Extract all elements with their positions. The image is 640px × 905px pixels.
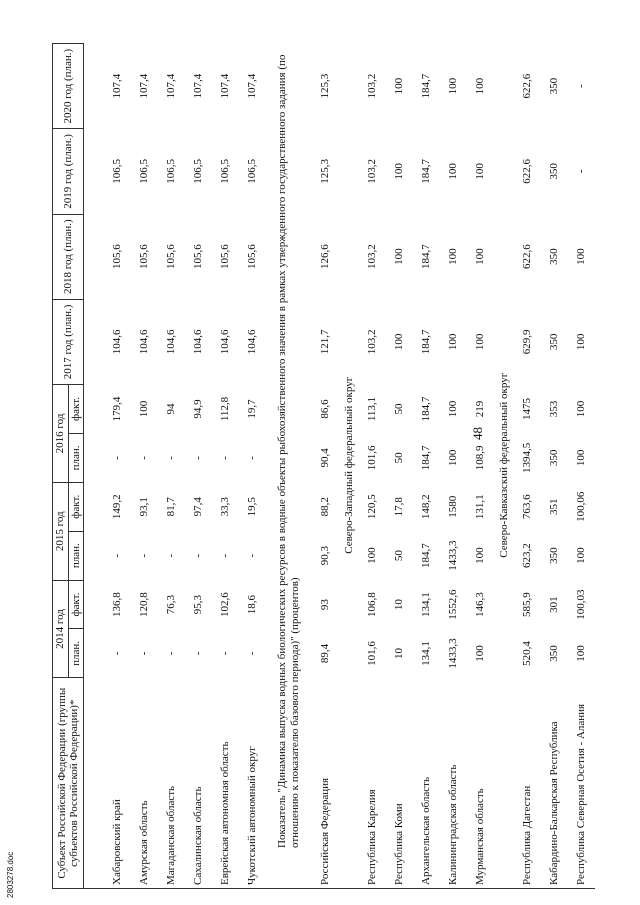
row-value-cell: 50	[393, 403, 406, 415]
table-row	[212, 44, 239, 889]
header-fact: факт.	[68, 580, 84, 629]
row-value-cell: 100	[474, 248, 487, 265]
row-value-cell: 184,7	[420, 159, 433, 184]
row-value-cell: 88,2	[319, 497, 332, 517]
row-value-cell: 90,3	[319, 546, 332, 566]
row-value-cell: 301	[548, 596, 561, 613]
row-value-cell: 350	[548, 248, 561, 265]
row-value-cell: 100,06	[575, 491, 588, 522]
row-value-cell: 350	[548, 645, 561, 662]
row-value-cell: 81,7	[165, 497, 178, 517]
section-north-caucasus-text: Северо-Кавказский федеральный округ	[497, 372, 510, 558]
row-value-cell: 107,4	[138, 73, 151, 99]
row-value-cell: 100	[474, 77, 487, 95]
row-value-cell: 100	[474, 333, 487, 351]
row-value-cell: 623,2	[521, 543, 534, 569]
row-value-cell: -	[138, 553, 151, 558]
row-value-cell: 104,6	[138, 329, 151, 355]
row-value-cell: 350	[548, 333, 561, 351]
row-value-cell: 104,6	[111, 329, 124, 355]
header-2015: 2015 год	[53, 482, 69, 580]
row-value-cell: -	[111, 553, 124, 558]
row-value-cell: 76,3	[165, 594, 178, 615]
row-value-cell: -	[192, 456, 205, 460]
row-value-cell: 95,3	[192, 594, 205, 615]
row-value-cell: 100	[393, 163, 406, 180]
header-fact: факт.	[68, 482, 84, 531]
row-value-cell: 97,4	[192, 497, 205, 517]
row-value-cell: 50	[393, 550, 406, 562]
row-value-cell: 104,6	[246, 329, 259, 355]
header-2020: 2020 год (план.)	[53, 44, 84, 129]
row-value-cell: 107,4	[219, 73, 232, 99]
row-value-cell: 94	[165, 403, 178, 415]
row-value-cell: 100	[138, 400, 151, 418]
row-value-cell: 105,6	[219, 244, 232, 270]
row-value-cell: 1580	[447, 495, 460, 518]
spacer-row	[84, 44, 105, 889]
row-value-cell: 105,6	[111, 244, 124, 270]
row-value-cell: 350	[548, 77, 561, 95]
row-subject-name: Калининградская область	[447, 764, 460, 885]
row-value-cell: 100	[575, 449, 588, 467]
table-row	[386, 44, 413, 889]
row-value-cell: 105,6	[192, 244, 205, 270]
row-value-cell: 184,7	[420, 396, 433, 422]
row-value-cell: 90,4	[319, 448, 332, 468]
row-value-cell: 10	[393, 599, 406, 611]
row-subject-name: Кабардино-Балкарская Республика	[548, 721, 561, 885]
row-value-cell: -	[246, 553, 259, 558]
document-footer-code: 2803278.doc	[6, 851, 15, 898]
row-value-cell: 184,7	[420, 73, 433, 99]
indicator-table	[52, 43, 595, 889]
row-value-cell: 100	[474, 163, 487, 180]
row-value-cell: 106,5	[111, 159, 124, 184]
row-value-cell: 100	[575, 248, 588, 265]
row-value-cell: 1394,5	[521, 442, 534, 474]
row-value-cell: 219	[474, 400, 487, 418]
row-subject-name: Мурманская область	[474, 788, 487, 885]
row-value-cell: 622,6	[521, 244, 534, 270]
row-value-cell: 100	[447, 163, 460, 180]
row-value-cell: 100	[447, 400, 460, 418]
header-plan: план.	[68, 629, 84, 678]
row-value-cell: 100	[393, 333, 406, 351]
row-value-cell: 104,6	[165, 329, 178, 355]
row-value-cell: 146,3	[474, 592, 487, 617]
row-value-cell: 149,2	[111, 494, 124, 520]
row-subject-name: Хабаровский край	[111, 799, 124, 885]
row-value-cell: 93	[319, 599, 332, 611]
row-value-cell: 103,2	[366, 329, 379, 355]
row-value-cell: 106,5	[165, 159, 178, 184]
row-value-cell: 105,6	[138, 244, 151, 270]
row-value-cell: 136,8	[111, 592, 124, 617]
row-value-cell: 120,8	[138, 592, 151, 617]
row-value-cell: 50	[393, 452, 406, 464]
row-value-cell: 103,2	[366, 244, 379, 270]
table-row	[359, 44, 386, 889]
row-value-cell: 350	[548, 449, 561, 467]
row-value-cell: 10	[393, 647, 406, 659]
row-value-cell: 108,9	[474, 445, 487, 471]
row-value-cell: 100	[447, 248, 460, 265]
row-value-cell: 622,6	[521, 159, 534, 184]
section-northwest-text: Северо-Западный федеральный округ	[342, 376, 355, 554]
row-value-cell: 113,1	[366, 396, 379, 422]
row-value-cell: -	[138, 651, 151, 656]
row-value-cell: -	[192, 651, 205, 656]
table-body	[84, 44, 596, 889]
row-value-cell: -	[246, 651, 259, 656]
row-value-cell: 1475	[521, 398, 534, 420]
table-row	[312, 44, 339, 889]
row-value-cell: 1433,3	[447, 638, 460, 669]
row-value-cell: 184,7	[420, 445, 433, 471]
row-value-cell: 126,6	[319, 244, 332, 270]
row-value-cell: 107,4	[165, 73, 178, 99]
row-subject-name: Архангельская область	[420, 777, 433, 885]
header-fact: факт.	[68, 385, 84, 434]
header-2018: 2018 год (план.)	[53, 214, 84, 299]
header-subject: Субъект Российской Федерации (группы субъектов Российской Федерации)*	[53, 678, 84, 889]
table-row	[239, 44, 266, 889]
row-value-cell: 106,5	[219, 159, 232, 184]
row-value-cell: 86,6	[319, 399, 332, 419]
header-plan: план.	[68, 433, 84, 482]
table-row	[185, 44, 212, 889]
table-row	[568, 44, 595, 889]
table-row	[413, 44, 440, 889]
indicator-note	[266, 44, 312, 889]
row-value-cell: 100	[447, 333, 460, 351]
row-value-cell: 184,7	[420, 244, 433, 270]
table-row	[440, 44, 467, 889]
header-plan: план.	[68, 531, 84, 580]
row-value-cell: 106,5	[138, 159, 151, 184]
table-row	[541, 44, 568, 889]
section-north-caucasus	[494, 44, 514, 889]
row-value-cell: 33,3	[219, 497, 232, 517]
row-value-cell: 89,4	[319, 643, 332, 664]
row-value-cell: 104,6	[192, 329, 205, 355]
row-value-cell: 107,4	[192, 73, 205, 99]
row-value-cell: 100	[393, 77, 406, 95]
table-row	[514, 44, 541, 889]
row-value-cell: 131,1	[474, 494, 487, 520]
row-subject-name: Российская Федерация	[319, 777, 332, 885]
row-value-cell: 134,1	[420, 592, 433, 617]
header-2014: 2014 год	[53, 580, 69, 678]
row-value-cell: 763,6	[521, 494, 534, 520]
row-subject-name: Республика Коми	[393, 803, 406, 885]
row-value-cell: 100	[447, 449, 460, 467]
row-value-cell: 100,03	[575, 589, 588, 620]
row-value-cell: -	[219, 456, 232, 460]
row-subject-name: Сахалинская область	[192, 786, 205, 885]
row-value-cell: 125,3	[319, 159, 332, 184]
row-subject-name: Республика Дагестан	[521, 785, 534, 885]
row-value-cell: 100	[474, 645, 487, 662]
row-value-cell: 353	[548, 400, 561, 418]
rotated-table-container	[52, 43, 640, 889]
row-value-cell: 100	[447, 77, 460, 95]
row-value-cell: 106,5	[246, 159, 259, 184]
header-2016: 2016 год	[53, 385, 69, 483]
row-value-cell: -	[192, 553, 205, 558]
row-value-cell: 100	[393, 248, 406, 265]
row-value-cell: 350	[548, 163, 561, 180]
row-value-cell: 19,7	[246, 399, 259, 419]
row-value-cell: 112,8	[219, 396, 232, 422]
row-subject-name: Чукотский автономный округ	[246, 746, 259, 885]
row-value-cell: 1552,6	[447, 589, 460, 620]
row-value-cell: 105,6	[246, 244, 259, 270]
page-number: 48	[470, 427, 485, 440]
row-value-cell: -	[111, 456, 124, 460]
row-value-cell: 100	[575, 333, 588, 351]
header-2017: 2017 год (план.)	[53, 299, 84, 384]
row-value-cell: 184,7	[420, 329, 433, 355]
row-value-cell: 520,4	[521, 641, 534, 666]
row-value-cell: 105,6	[165, 244, 178, 270]
indicator-note-text: Показатель "Динамика выпуска водных биологических ресурсов в водные объекты рыбохозяйственного значения в рамках утвержденного государственного задания (по отношению к показателю базового периода)" (процентов)	[275, 54, 302, 848]
row-value-cell: 103,2	[366, 159, 379, 184]
table-row	[158, 44, 185, 889]
row-value-cell: -	[165, 553, 178, 558]
header-2019: 2019 год (план.)	[53, 129, 84, 214]
row-value-cell: 17,8	[393, 497, 406, 517]
row-subject-name: Амурская область	[138, 800, 151, 885]
row-value-cell: 585,9	[521, 592, 534, 617]
row-value-cell: 19,5	[246, 497, 259, 517]
row-subject-name: Республика Северная Осетия - Алания	[575, 703, 588, 885]
table-header	[53, 44, 84, 889]
row-value-cell: 184,7	[420, 543, 433, 569]
row-value-cell: 101,6	[366, 445, 379, 471]
row-value-cell: -	[246, 456, 259, 460]
table-row	[131, 44, 158, 889]
row-value-cell: 100	[575, 645, 588, 662]
row-value-cell: 622,6	[521, 73, 534, 99]
row-value-cell: 104,6	[219, 329, 232, 355]
row-value-cell: 107,4	[111, 73, 124, 99]
row-value-cell: -	[138, 456, 151, 460]
row-value-cell: -	[219, 553, 232, 558]
row-value-cell: 351	[548, 498, 561, 516]
row-value-cell: 350	[548, 547, 561, 564]
row-value-cell: -	[219, 651, 232, 656]
row-value-cell: 125,3	[319, 73, 332, 99]
row-value-cell: 93,1	[138, 497, 151, 517]
row-value-cell: 100	[575, 547, 588, 564]
row-value-cell: -	[111, 651, 124, 656]
row-value-cell: 94,9	[192, 399, 205, 419]
row-value-cell: 120,5	[366, 494, 379, 520]
row-value-cell: 102,6	[219, 592, 232, 617]
row-value-cell: 629,9	[521, 329, 534, 355]
table-row	[104, 44, 131, 889]
row-value-cell: 1433,3	[447, 540, 460, 571]
row-value-cell: 179,4	[111, 396, 124, 422]
row-value-cell: 103,2	[366, 73, 379, 99]
row-value-cell: 107,4	[246, 73, 259, 99]
row-value-cell: 121,7	[319, 329, 332, 355]
row-value-cell: 148,2	[420, 494, 433, 520]
row-value-cell: -	[575, 84, 588, 88]
row-subject-name: Магаданская область	[165, 785, 178, 885]
row-value-cell: 100	[474, 547, 487, 564]
row-value-cell: 100	[575, 400, 588, 418]
row-value-cell: 134,1	[420, 641, 433, 666]
section-northwest	[339, 44, 359, 889]
table-row	[467, 44, 494, 889]
row-subject-name: Республика Карелия	[366, 789, 379, 885]
row-value-cell: -	[575, 169, 588, 174]
row-value-cell: 106,8	[366, 592, 379, 617]
row-value-cell: -	[165, 456, 178, 460]
row-value-cell: 101,6	[366, 641, 379, 666]
row-value-cell: 18,6	[246, 594, 259, 615]
row-value-cell: 100	[366, 547, 379, 564]
row-value-cell: -	[165, 651, 178, 656]
row-value-cell: 106,5	[192, 159, 205, 184]
row-subject-name: Еврейская автономная область	[219, 741, 232, 885]
